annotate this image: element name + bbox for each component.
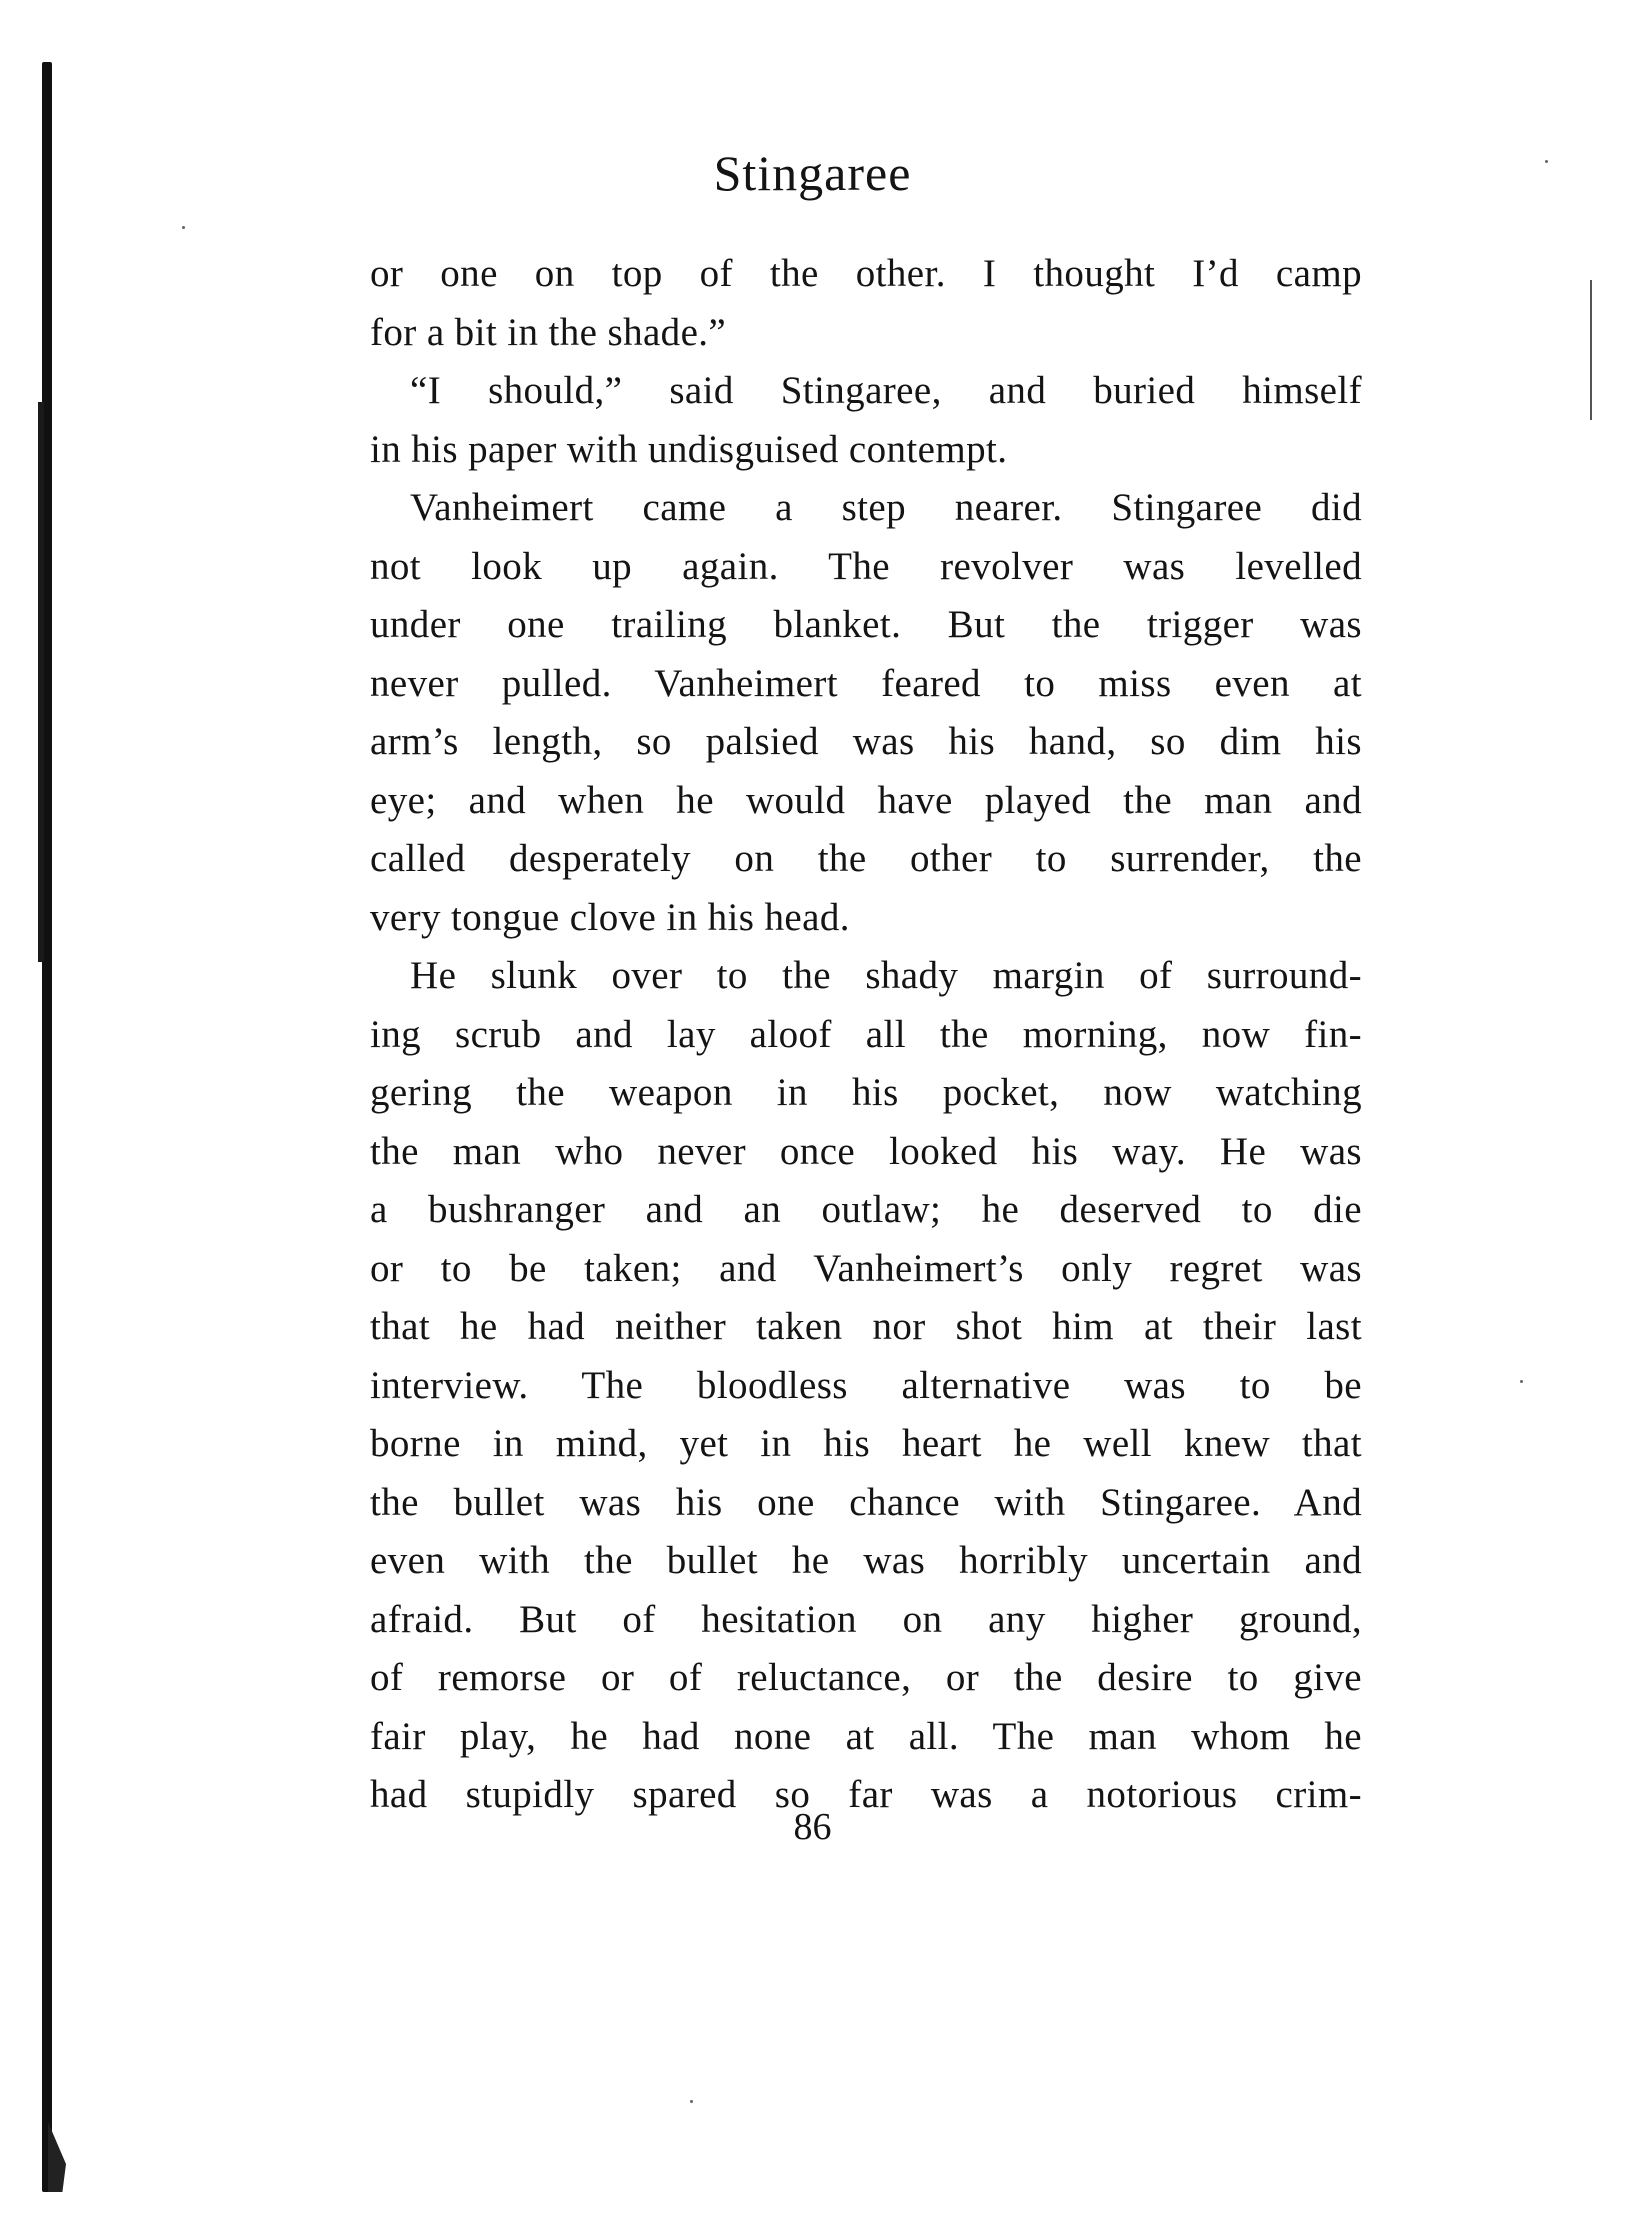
text-line: a bushranger and an outlaw; he deserved to die — [370, 1188, 1362, 1231]
text-line: ing scrub and lay aloof all the morning, now fin- — [370, 1012, 1362, 1056]
text-line: afraid. But of hesitation on any higher ground, — [370, 1597, 1362, 1641]
text-line: had stupidly spared so far was a notorious crim- — [370, 1773, 1362, 1816]
text-line: even with the bullet he was horribly uncertain and — [370, 1539, 1362, 1582]
text-line: that he had neither taken nor shot him at their last — [370, 1305, 1362, 1348]
text-line: not look up again. The revolver was levelled — [370, 544, 1362, 588]
text-line: called desperately on the other to surrender, the — [370, 837, 1362, 880]
text-line: He slunk over to the shady margin of surround- — [410, 954, 1362, 997]
text-line: the bullet was his one chance with Stingaree. And — [370, 1480, 1362, 1524]
text-line: for a bit in the shade.” — [370, 310, 727, 354]
text-line: under one trailing blanket. But the trigger was — [370, 603, 1362, 646]
text-line: eye; and when he would have played the man and — [370, 778, 1362, 822]
text-line: arm’s length, so palsied was his hand, so dim his — [370, 720, 1362, 763]
text-line: of remorse or of reluctance, or the desire to give — [370, 1656, 1362, 1699]
text-line: never pulled. Vanheimert feared to miss even at — [370, 661, 1362, 705]
text-line: or to be taken; and Vanheimert’s only regret was — [370, 1246, 1362, 1290]
scan-speck — [182, 226, 185, 229]
scan-mark — [1590, 280, 1592, 420]
body-text — [370, 245, 1362, 1825]
running-head: Stingaree — [713, 145, 912, 201]
binding-edge-shadow — [42, 62, 52, 2192]
text-line: very tongue clove in his head. — [370, 895, 850, 939]
page-number: 86 — [793, 1806, 832, 1848]
text-line: fair play, he had none at all. The man whom he — [370, 1714, 1362, 1758]
text-line: Vanheimert came a step nearer. Stingaree did — [410, 486, 1362, 529]
text-line: gering the weapon in his pocket, now watching — [370, 1071, 1362, 1114]
text-line: the man who never once looked his way. He was — [370, 1129, 1362, 1173]
text-line: or one on top of the other. I thought I’d camp — [370, 252, 1362, 295]
text-line: interview. The bloodless alternative was to be — [370, 1363, 1362, 1407]
scan-speck — [1520, 1380, 1523, 1383]
scan-speck — [690, 2100, 693, 2103]
text-line: “I should,” said Stingaree, and buried himself — [410, 369, 1362, 412]
text-line: in his paper with undisguised contempt. — [370, 427, 1008, 471]
text-line: borne in mind, yet in his heart he well knew that — [370, 1422, 1362, 1465]
